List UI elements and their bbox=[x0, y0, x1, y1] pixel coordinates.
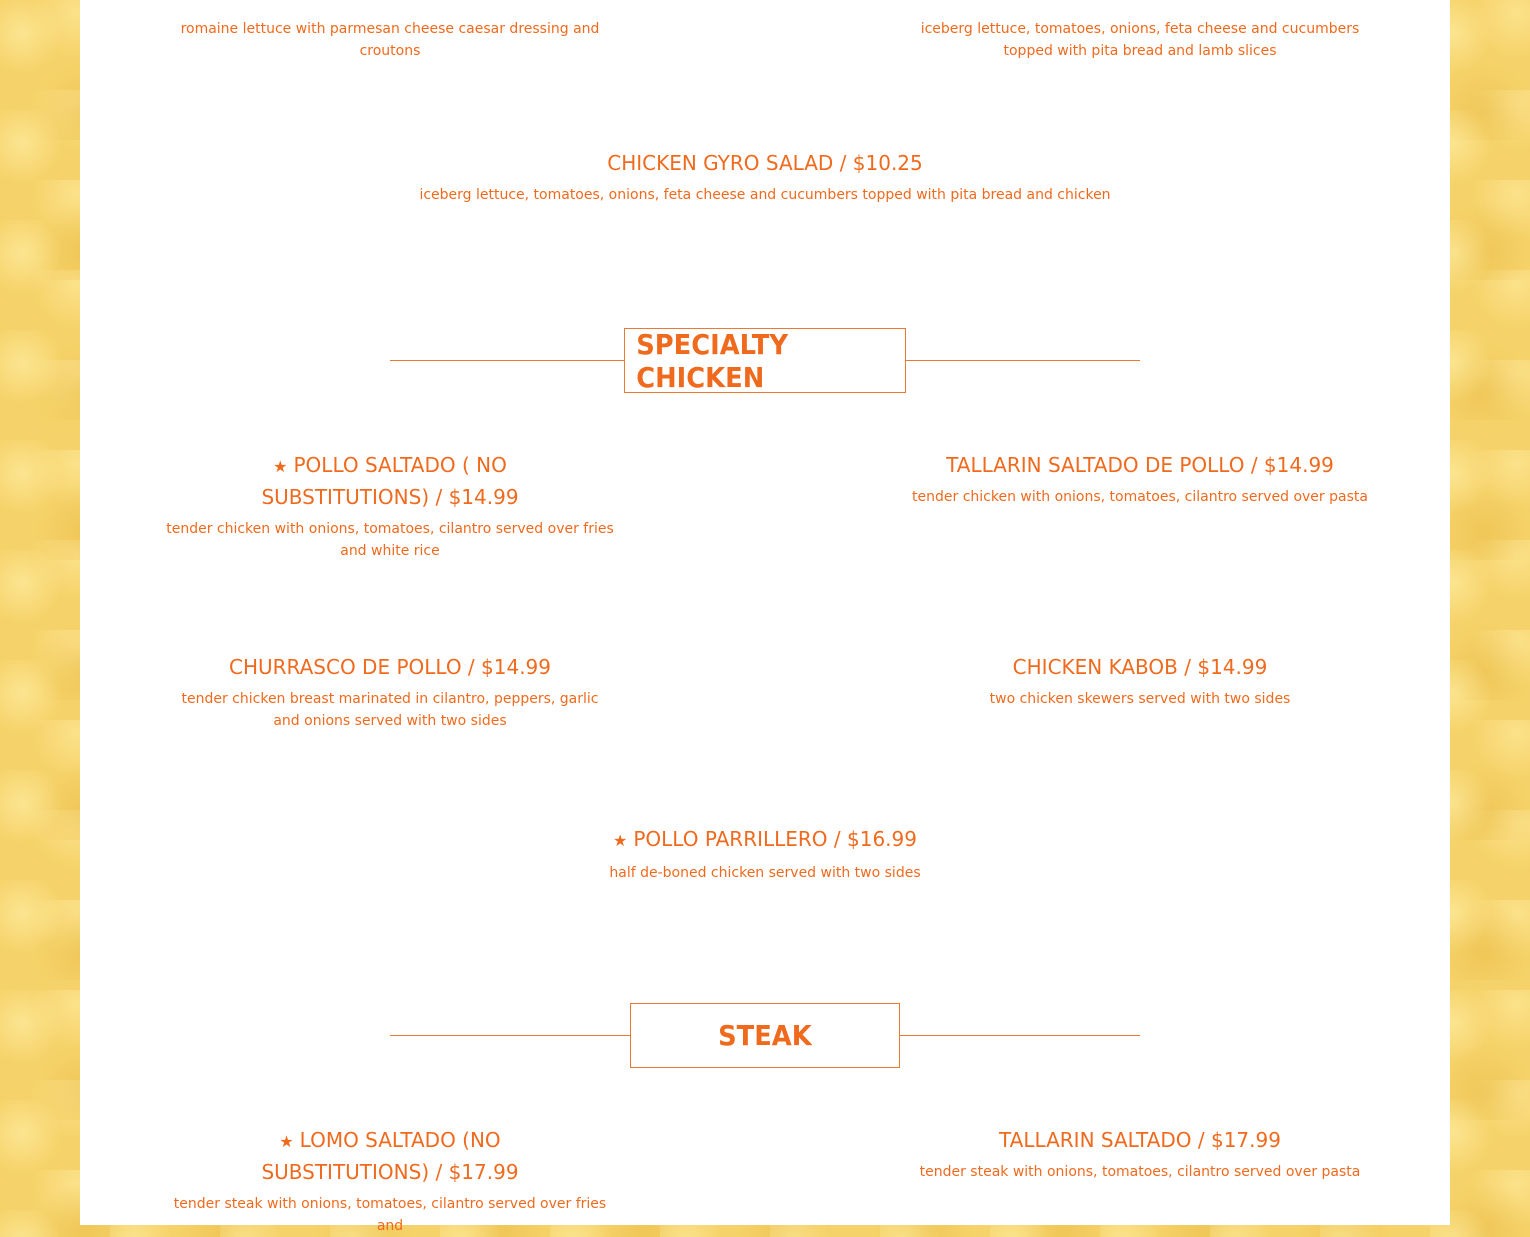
menu-item-lamb-gyro bbox=[920, 18, 1360, 62]
menu-item-title: ★ POLLO PARRILLERO / $16.99 bbox=[613, 827, 917, 851]
menu-item-desc: half de-boned chicken served with two sides bbox=[609, 865, 921, 881]
menu-item-pollo-saltado bbox=[160, 450, 620, 562]
menu-item-title: CHICKEN GYRO SALAD / $10.25 bbox=[607, 151, 923, 175]
section-title-box bbox=[624, 328, 906, 393]
menu-item-pollo-parrillero bbox=[515, 824, 1015, 884]
menu-item-title: TALLARIN SALTADO / $17.99 bbox=[999, 1128, 1281, 1152]
menu-item-desc: iceberg lettuce, tomatoes, onions, feta cheese and cucumbers topped with pita bread and lamb slices bbox=[920, 21, 1360, 59]
menu-item-tallarin-saltado bbox=[910, 1125, 1370, 1183]
menu-item-caesar bbox=[180, 18, 600, 62]
menu-item-title: ★ LOMO SALTADO (NO SUBSTITUTIONS) / $17.99 bbox=[261, 1128, 519, 1184]
menu-item-title: CHURRASCO DE POLLO / $14.99 bbox=[228, 655, 551, 679]
menu-item-desc: iceberg lettuce, tomatoes, onions, feta cheese and cucumbers topped with pita bread and chicken bbox=[419, 187, 1111, 203]
section-title: SPECIALTY CHICKEN bbox=[636, 327, 789, 394]
menu-item-chicken-gyro bbox=[365, 148, 1165, 206]
menu-item-title: TALLARIN SALTADO DE POLLO / $14.99 bbox=[946, 453, 1334, 477]
menu-item-desc: romaine lettuce with parmesan cheese caesar dressing and croutons bbox=[180, 21, 600, 59]
menu-item-title: CHICKEN KABOB / $14.99 bbox=[1012, 655, 1268, 679]
menu-item-churrasco-pollo bbox=[170, 652, 610, 732]
menu-page bbox=[80, 0, 1450, 1234]
menu-item-desc: tender chicken with onions, tomatoes, cilantro served over pasta bbox=[912, 489, 1368, 505]
menu-item-tallarin-pollo bbox=[910, 450, 1370, 508]
star-icon: ★ bbox=[279, 1132, 294, 1151]
section-title-box bbox=[630, 1003, 900, 1068]
menu-item-title: ★ POLLO SALTADO ( NO SUBSTITUTIONS) / $14.99 bbox=[261, 453, 519, 509]
menu-item-desc: tender chicken breast marinated in cilantro, peppers, garlic and onions served with two sides bbox=[181, 691, 599, 729]
section-title: STEAK bbox=[718, 1019, 812, 1052]
menu-item-desc: tender steak with onions, tomatoes, cilantro served over fries and bbox=[173, 1196, 607, 1234]
star-icon: ★ bbox=[273, 457, 288, 476]
menu-item-desc: tender chicken with onions, tomatoes, cilantro served over fries and white rice bbox=[166, 521, 614, 559]
menu-item-desc: two chicken skewers served with two sides bbox=[989, 691, 1291, 707]
star-icon: ★ bbox=[613, 831, 628, 850]
menu-item-desc: tender steak with onions, tomatoes, cilantro served over pasta bbox=[919, 1164, 1361, 1180]
menu-item-chicken-kabob bbox=[920, 652, 1360, 710]
menu-item-lomo-saltado bbox=[160, 1125, 620, 1237]
